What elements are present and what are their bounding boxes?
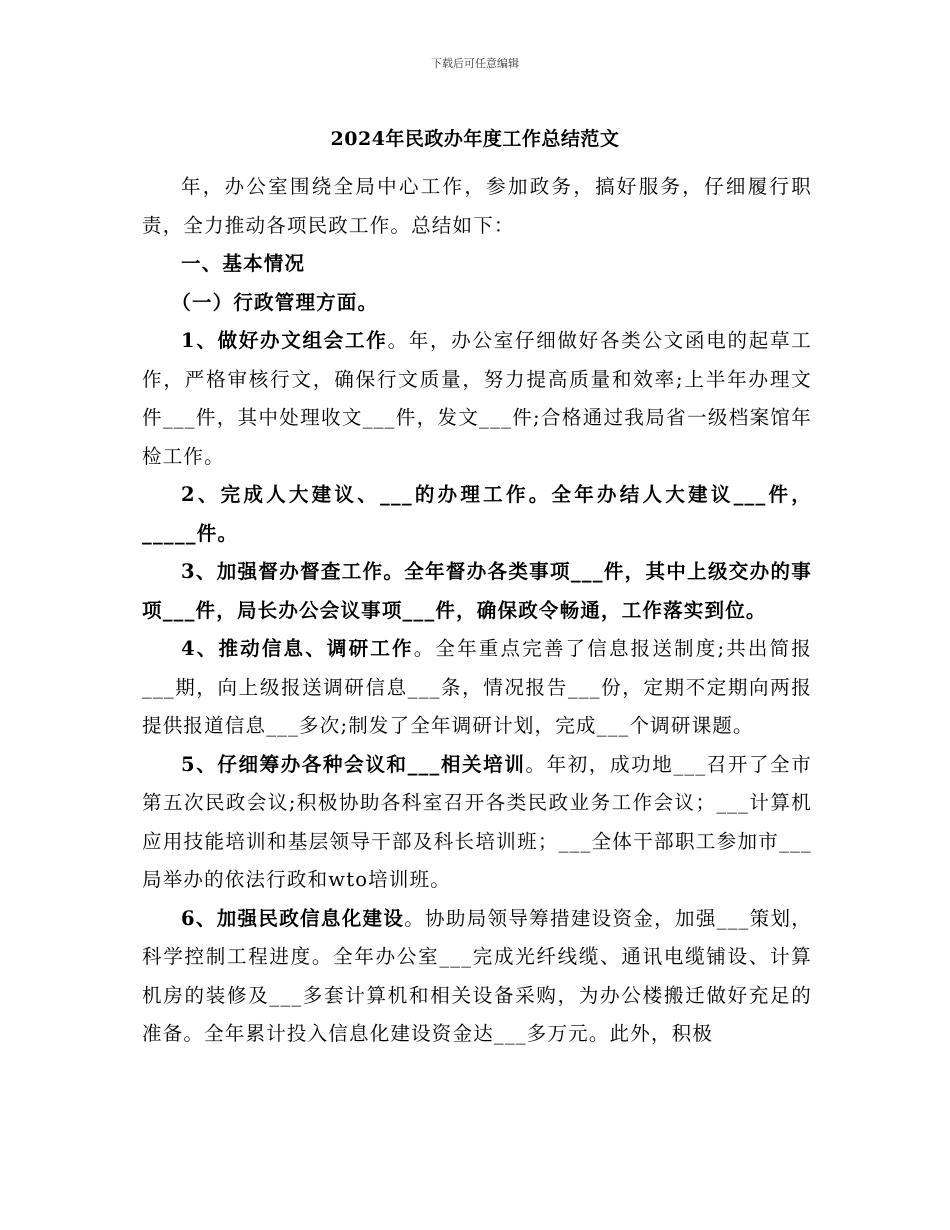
item-lead: 6、加强民政信息化建设 <box>181 906 405 930</box>
list-item <box>142 553 812 630</box>
item-lead: 4、推动信息、调研工作 <box>181 637 414 660</box>
item-text: 。全年重点完善了信息报送制度;共出简报___期，向上级报送调研信息___条，情况报告___份，定期不定期向两报提供报道信息___多次;制发了全年调研计划，完成___个调研课题。 <box>142 637 812 737</box>
item-lead: 1、做好办文组会工作 <box>181 329 388 352</box>
header-note: 下载后可任意编辑 <box>431 57 519 70</box>
item-lead: 2、完成人大建议、___的办理工作。全年办结人大建议___件，_____件。 <box>142 483 812 545</box>
item-lead: 3、加强督办督查工作。全年督办各类事项___件，其中上级交办的事项___件，局长办公会议事项___件，确保政令畅通，工作落实到位。 <box>142 560 812 622</box>
item-text: 。年初，成功地___召开了全市第五次民政会议;积极协助各科室召开各类民政业务工作会议；___计算机应用技能培训和基层领导干部及科长培训班；___全体干部职工参加市___局举办的依法行政和wto培训班。 <box>142 752 812 891</box>
list-item <box>142 322 812 476</box>
list-item <box>142 476 812 553</box>
list-item <box>142 630 812 746</box>
item-text: 。协助局领导筹措建设资金，加强___策划，科学控制工程进度。全年办公室___完成光纤线缆、通讯电缆铺设、计算机房的装修及___多套计算机和相关设备采购，为办公楼搬迁做好充足的准备。全年累计投入信息化建设资金达___多万元。此外，积极 <box>142 906 812 1045</box>
document-body <box>142 168 812 1054</box>
list-item <box>142 746 812 900</box>
section-heading-basic: 一、基本情况 <box>181 252 306 275</box>
intro-paragraph: 年，办公室围绕全局中心工作，参加政务，搞好服务，仔细履行职责，全力推动各项民政工作。总结如下： <box>142 175 812 237</box>
item-text: 。年，办公室仔细做好各类公文函电的起草工作，严格审核行文，确保行文质量，努力提高质量和效率;上半年办理文件___件，其中处理收文___件，发文___件;合格通过我局省一级档案馆年检工作。 <box>142 329 812 468</box>
item-lead: 5、仔细筹办各种会议和___相关培训 <box>181 752 526 776</box>
subsection-heading-admin: （一）行政管理方面。 <box>171 290 379 314</box>
list-item <box>142 900 812 1054</box>
document-title: 2024年民政办年度工作总结范文 <box>330 128 620 150</box>
